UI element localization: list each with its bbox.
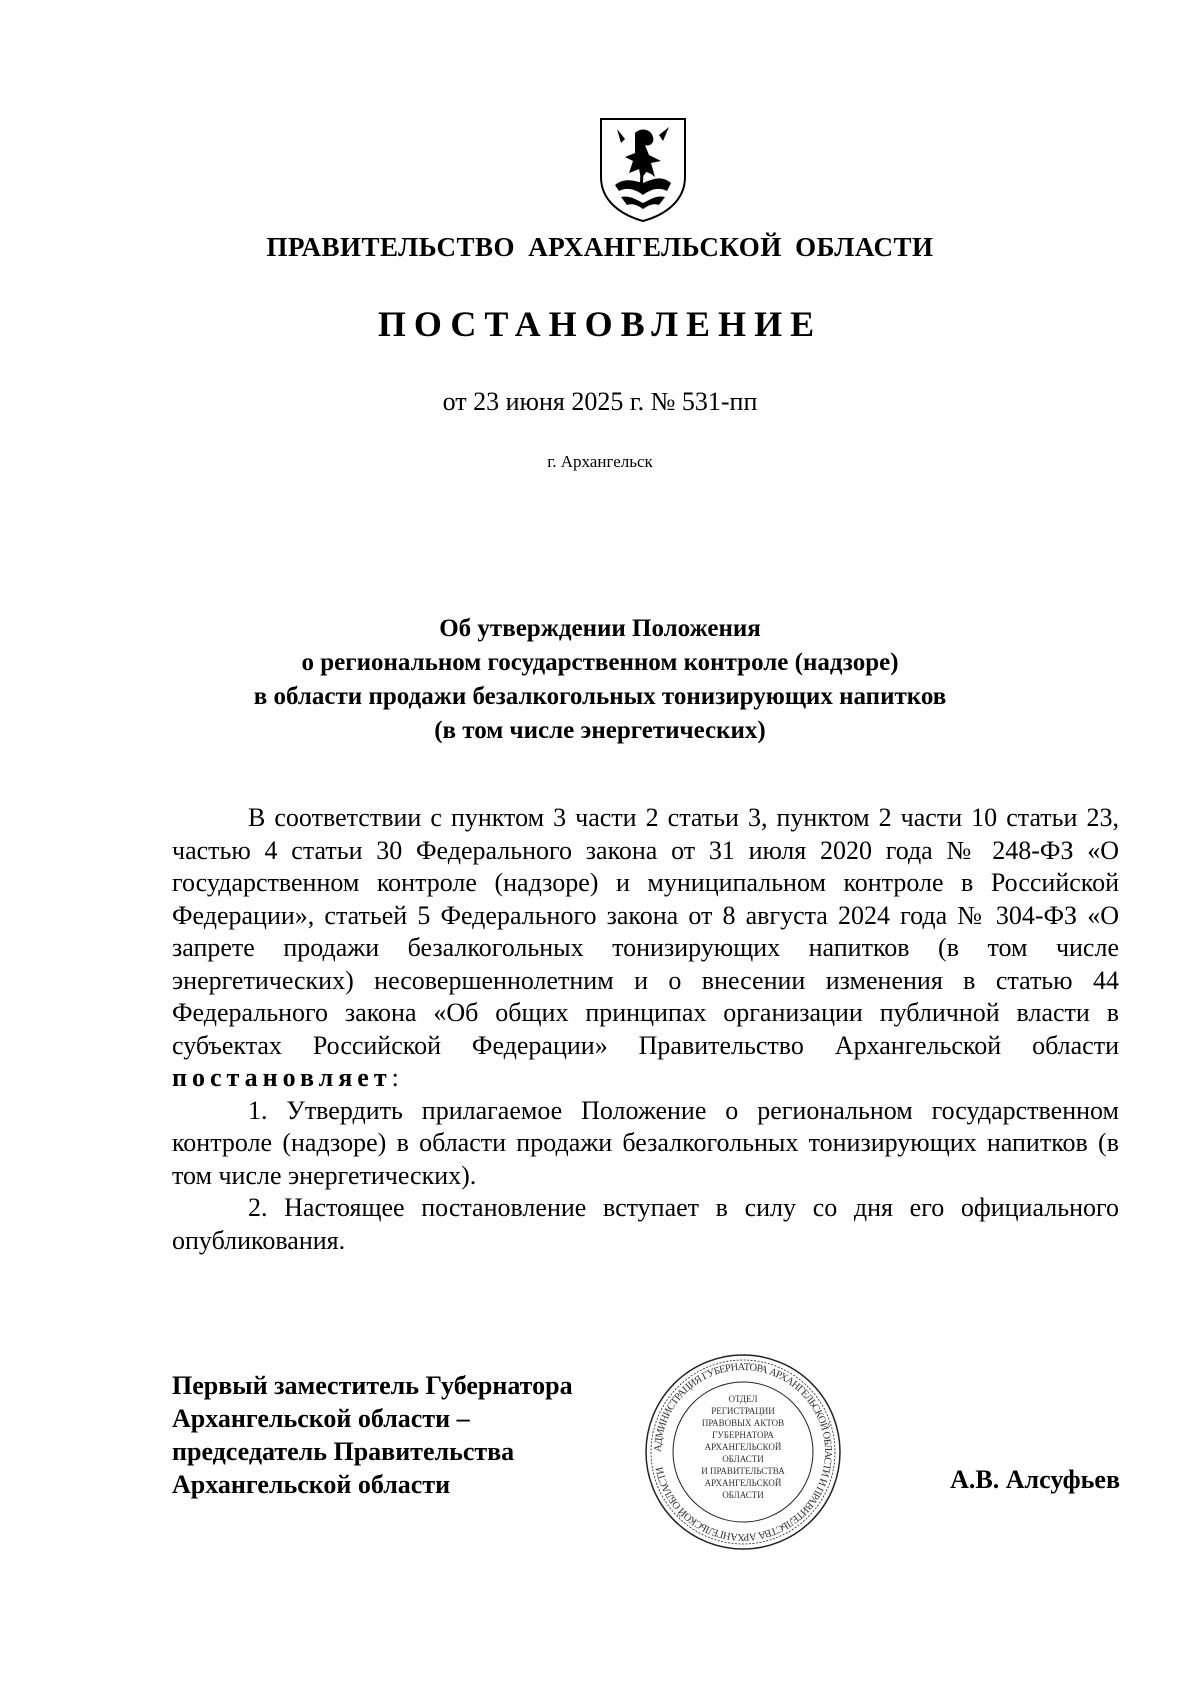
title-line: в области продажи безалкогольных тонизирующих напитков [253,683,947,710]
position-line: председатель Правительства [172,1437,515,1466]
signatory-position [172,1369,642,1501]
seal-line: ОБЛАСТИ [722,1490,764,1500]
resolves-punct: : [391,1063,399,1092]
seal-line: ОТДЕЛ [728,1394,758,1404]
preamble-text: В соответствии с пунктом 3 части 2 статьи 3, пунктом 2 части 10 статьи 23, частью 4 статьи 30 Федерального закона от 31 июля 2020 года № 248-ФЗ «О государственном контроле (надзоре) и муниципальном контроле в Российской Федерации», статьей 5 Федерального закона от 8 августа 2024 года № 304-ФЗ «О запрете продажи безалкогольных тонизирующих напитков (в том числе энергетических) несовершеннолетним и о внесении изменения в статью 44 Федерального закона «Об общих принципах организации публичной власти в субъектах Российской Федерации» Правительство Архангельской области [172,803,1119,1060]
coat-of-arms-icon [595,115,691,223]
organization-name: ПРАВИТЕЛЬСТВО АРХАНГЕЛЬСКОЙ ОБЛАСТИ [266,232,934,262]
seal-outer-text: АДМИНИСТРАЦИЯ ГУБЕРНАТОРА АРХАНГЕЛЬСКОЙ ОБЛАСТИ И ПРАВИТЕЛЬСТВА АРХАНГЕЛЬСКОЙ ОБЛАСТИ [652,1361,834,1543]
document-title [180,612,1020,748]
title-line: Об утверждении Положения [439,615,761,642]
position-line: Первый заместитель Губернатора [172,1371,573,1400]
item-1-paragraph: 1. Утвердить прилагаемое Положение о региональном государственном контроле (надзоре) в области продажи безалкогольных тонизирующих напитков (в том числе энергетических). [172,1095,1119,1190]
seal-line: ПРАВОВЫХ АКТОВ [701,1418,785,1428]
seal-line: АРХАНГЕЛЬСКОЙ [704,1478,782,1488]
preamble-paragraph [172,802,1119,1095]
document-type: ПОСТАНОВЛЕНИЕ [377,304,823,344]
seal-line: АРХАНГЕЛЬСКОЙ [704,1442,782,1452]
resolves-word: постановляет [172,1063,392,1092]
document-date-number: от 23 июня 2025 г. № 531-пп [442,387,758,416]
document-city: г. Архангельск [547,452,653,471]
position-line: Архангельской области – [172,1404,470,1433]
signer-name: А.В. Алсуфьев [950,1465,1120,1494]
seal-line: И ПРАВИТЕЛЬСТВА [701,1466,785,1476]
title-line: (в том числе энергетических) [434,717,766,744]
title-line: о региональном государственном контроле (надзоре) [301,649,899,676]
seal-line: ГУБЕРНАТОРА [712,1430,774,1440]
seal-line: РЕГИСТРАЦИИ [711,1406,775,1416]
position-line: Архангельской области [172,1470,451,1499]
official-seal-stamp [643,1352,843,1552]
seal-line: ОБЛАСТИ [722,1454,764,1464]
document-body [172,802,1119,1257]
item-2-paragraph: 2. Настоящее постановление вступает в силу со дня его официального опубликования. [172,1193,1119,1255]
